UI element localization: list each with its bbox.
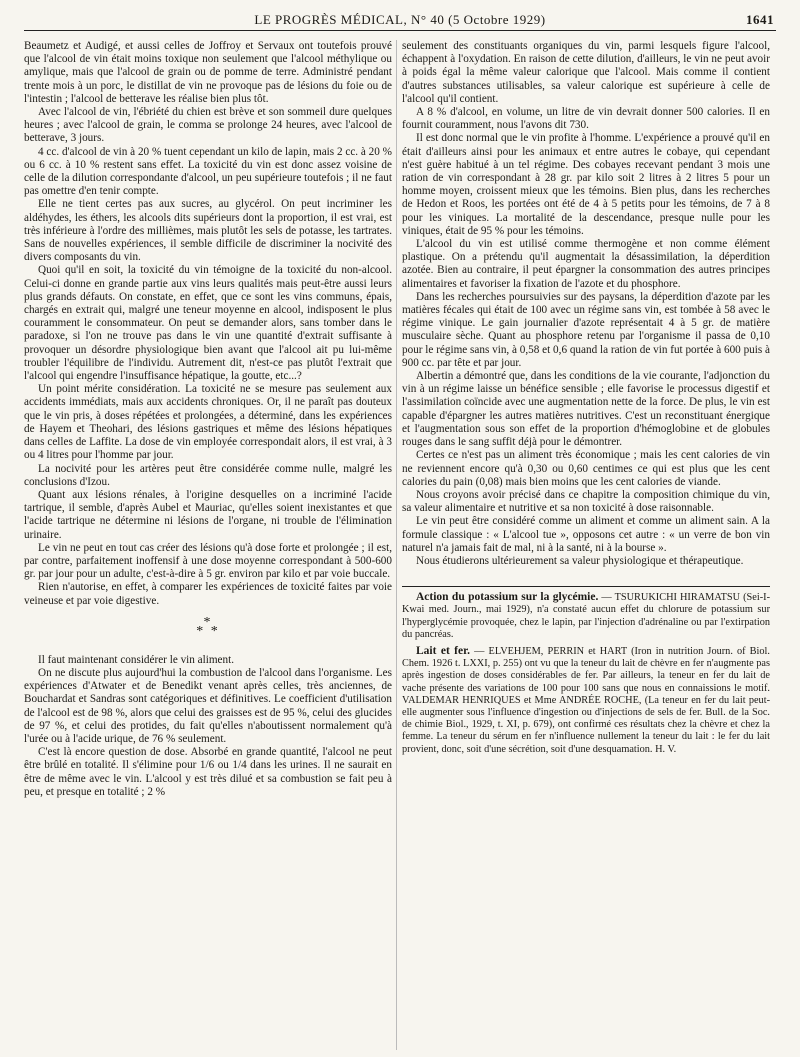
paragraph: On ne discute plus aujourd'hui la combustion de l'alcool dans l'organisme. Les expériences d'Atwater et de Benedikt venant après celles, très anciennes, de Bouchardat et Sandras sont catégoriques et définitives. Le coefficient d'utilisation de l'alcool est de 98 %, alors que celui des graisses est de 95 %, celui des glucides de 97 %, et celui des protides, du fait qu'elles n'aboutissent normalement qu'à l'urée ou à l'acide urique, de 76 % seulement.	[24, 666, 392, 745]
note-item	[402, 591, 770, 641]
paragraph: Quoi qu'il en soit, la toxicité du vin témoigne de la toxicité du non-alcool. Celui-ci donne en grande partie aux vins leurs qualités mais peut-être aussi leurs plus grands défauts. On constate, en effet, que ce sont les vins communs, épais, chargés en extrait qui, malgré une teneur moyenne en alcool, indisposent le plus couramment le consommateur. On peut se demander alors, sans tomber dans le paradoxe, si l'on ne trouve pas dans le vin une quantité d'extrait suffisante à provoquer un désordre physiologique bien avant que l'alcool ait pu lui-même troubler l'équilibre de l'individu. Autrement dit, n'est-ce pas plutôt l'extrait que l'alcool qui engendre l'insuffisance hépatique, la goutte, etc...?	[24, 264, 392, 383]
paragraph: Elle ne tient certes pas aux sucres, au glycérol. On peut incriminer les aldéhydes, les éthers, les alcools dits supérieurs dont la proportion, il est vrai, est très inférieure à l'ordre des millièmes, mais plutôt les sels de potasse, les tartrates. Sans de nouvelles expériences, il semble difficile de discriminer la nocivité des divers composants du vin.	[24, 198, 392, 264]
paragraph: Certes ce n'est pas un aliment très économique ; mais les cent calories de vin ne reviennent encore qu'à 0,30 ou 0,60 centimes ce qui est plus que les cent calories du pain (0,08) mais bien moins que les cent calories de viande.	[402, 449, 770, 488]
paragraph: seulement des constituants organiques du vin, parmi lesquels figure l'alcool, échappent à l'oxydation. En raison de cette dilution, d'ailleurs, le vin ne peut avoir à poids égal la même valeur calorique que l'alcool. Mais comme il contient d'autres substances utilisables, sa valeur calorique est supérieure à celle de l'alcool qu'il contient.	[402, 40, 770, 105]
paragraph: Un point mérite considération. La toxicité ne se mesure pas seulement aux accidents immédiats, mais aux accidents chroniques. Or, il ne paraît pas douteux que le vin pris, à doses répétées et prolongées, a déterminé, dans les expériences de Hayem et Theohari, des lésions gastriques et même des lésions hépatiques dans celles de Laffite. La dose de vin employée correspondait alors, il est vrai, à 3 ou 4 litres pour l'homme par jour.	[24, 383, 392, 462]
paragraph: Dans les recherches poursuivies sur des paysans, la déperdition d'azote par les matières fécales qui était de 100 avec un régime sans vin, est tombée à 58 avec le régime vinique. Le gain journalier d'azote représentait 4 à 5 gr. de matière musculaire sèche. Quant au phosphore retenu par l'organisme il passa de 0,10 pour le régime sans vin, à 0,58 et 0,6 quand la ration de vin fut portée à 600 puis à 900 cc. par tête et par jour.	[402, 290, 770, 369]
paragraph: Albertin a démontré que, dans les conditions de la vie courante, l'adjonction du vin à un régime laisse un bénéfice sensible ; elle favorise le processus digestif et l'assimilation coïncide avec une augmentation nette de la force. De plus, le vin est capable d'épargner les autres matières nutritives. C'est un reconstituant énergique et l'augmentation sous son effet de la proportion d'hémoglobine et de globules rouges dans le sang suffit déjà pour le démontrer.	[402, 370, 770, 449]
column-divider	[396, 40, 397, 1050]
section-heading: Il faut maintenant considérer le vin aliment.	[38, 653, 235, 666]
paragraph: Rien n'autorise, en effet, à comparer les expériences de toxicité faites par voie veineuse et par voie digestive.	[24, 581, 392, 607]
note-text: — ELVEHJEM, PERRIN et HART (Iron in nutrition Journ. of Biol. Chem. 1926 t. LXXI, p. 255) ont vu que la teneur du lait de chèvre en fer n'augmente pas après ingestion de doses considérables de fer. Par ailleurs, la teneur en fer du lait de vache présente des variations de 100 pour 100 sans que nous en connaissions le motif. VALDEMAR HENRIQUES et Mme ANDRÉE ROCHE, (La teneur en fer du lait peut-elle augmenter sous l'influence d'ingestion ou d'injections de sels de fer. Bull. de la Soc. de chimie Biol., 1929, t. XI, p. 679), ont confirmé ces résultats chez la chèvre et chez la femme. La teneur du sérum en fer n'influence nullement la teneur du lait : le fer du lait provient, donc, soit d'une sécrétion, soit d'une desquamation. H. V.	[402, 645, 770, 755]
paragraph: Le vin ne peut en tout cas créer des lésions qu'à dose forte et prolongée ; il est, par contre, parfaitement inoffensif à une dose moyenne correspondant à 500-600 gr. par jour pour un adulte, c'est-à-dire à 5 gr. environ par kilo et par voie buccale.	[24, 541, 392, 581]
notes-divider	[402, 586, 770, 587]
paragraph: Avec l'alcool de vin, l'ébriété du chien est brève et son sommeil dure quelques heures ; avec l'alcool de grain, le comma se prolonge 24 heures, avec l'alcool de betterave, 3 jours.	[24, 106, 392, 145]
notes-section	[402, 591, 770, 756]
paragraph: L'alcool du vin est utilisé comme thermogène et non comme élément plastique. On a prétendu qu'il augmentait la désassimilation, la déperdition azotée. Bien au contraire, il peut épargner la consommation des autres principes alimentaires et favoriser la fixation de l'azote et du phosphore.	[402, 238, 770, 290]
paragraph: Il est donc normal que le vin profite à l'homme. L'expérience a prouvé qu'il en était d'ailleurs ainsi pour les animaux et entre autres le cobaye, qui cependant n'est guère habitué à un tel régime. Des cobayes recevant pendant 3 mois une ration de vin correspondant à 28 gr. par kilo soit 2 litres à 2 litres 5 pour un homme moyen, croissent mieux que les témoins. Bien plus, dans les recherches de Hedon et Roos, les portées ont été de 4 à 5 petits pour les témoins, de 7 à 8 pour les viniques. La mortalité de la descendance, presque nulle pour les viniques, était de 95 % pour les témoins.	[402, 132, 770, 237]
section-separator: * * *	[196, 614, 220, 639]
right-column	[402, 40, 770, 760]
paragraph: 4 cc. d'alcool de vin à 20 % tuent cependant un kilo de lapin, mais 2 cc. à 20 % ou 6 cc. à 10 % restent sans effet. La toxicité du vin est donc assez voisine de celle de la dilution correspondante d'alcool, un peu supérieure toutefois ; il ne faut pas omettre d'en tenir compte.	[24, 145, 392, 198]
paragraph: Le vin peut être considéré comme un aliment et comme un aliment sain. A la formule classique : « L'alcool tue », opposons cet autre : « un verre de bon vin naturel n'a jamais fait de mal, ni à la santé, ni à la bourse ».	[402, 515, 770, 554]
note-item	[402, 645, 770, 756]
paragraph: La nocivité pour les artères peut être considérée comme nulle, malgré les conclusions d'Izou.	[24, 462, 392, 488]
running-header	[24, 8, 776, 31]
paragraph: C'est là encore question de dose. Absorbé en grande quantité, l'alcool ne peut être brûlé en totalité. Il s'élimine pour 1/6 ou 1/4 dans les urines. Il ne saurait en être de même avec le vin. L'alcool y est très dilué et sa combustion se fait peu à peu, et presque en totalité ; 2 %	[24, 746, 392, 798]
paragraph: Quant aux lésions rénales, à l'origine desquelles on a incriminé l'acide tartrique, il semble, d'après Aubel et Mauriac, qu'elles soient inexistantes et que l'acide tartrique ne détermine ni lésions de l'organe, ni trouble de l'élimination urinaire.	[24, 488, 392, 541]
journal-title: LE PROGRÈS MÉDICAL, N° 40 (5 Octobre 1929)	[254, 12, 546, 27]
note-text: — TSURUKICHI HIRAMATSU (Sei-I- Kwai med. Journ., mai 1929), n'a constaté aucun effet du chlorure de potassium sur l'hyperglycémie provoquée, chez le lapin, par l'injection d'adrénaline ou par l'extirpation du pancréas.	[402, 592, 770, 640]
note-title: Lait et fer.	[416, 644, 471, 657]
paragraph: Nous étudierons ultérieurement sa valeur physiologique et thérapeutique.	[416, 554, 744, 567]
page-number: 1641	[746, 12, 774, 27]
note-title: Action du potassium sur la glycémie.	[416, 591, 599, 604]
left-column	[24, 40, 392, 799]
paragraph: A 8 % d'alcool, en volume, un litre de vin devrait donner 500 calories. Il en fournit couramment, nous l'avons dit 730.	[402, 106, 770, 132]
paragraph: Beaumetz et Audigé, et aussi celles de Joffroy et Servaux ont toutefois prouvé que l'alcool de vin était moins toxique non seulement que l'alcool méthylique ou amylique, mais que l'alcool de grain ou de pomme de terre. Administré pendant trente mois à un porc, le distillat de vin ne provoque pas de lésions du foie ou de l'intestin ; l'alcool de betterave les réalise bien plus tôt.	[24, 40, 392, 105]
paragraph: Nous croyons avoir précisé dans ce chapitre la composition chimique du vin, sa valeur alimentaire et nutritive et sa non toxicité à dose raisonnable.	[402, 488, 770, 515]
